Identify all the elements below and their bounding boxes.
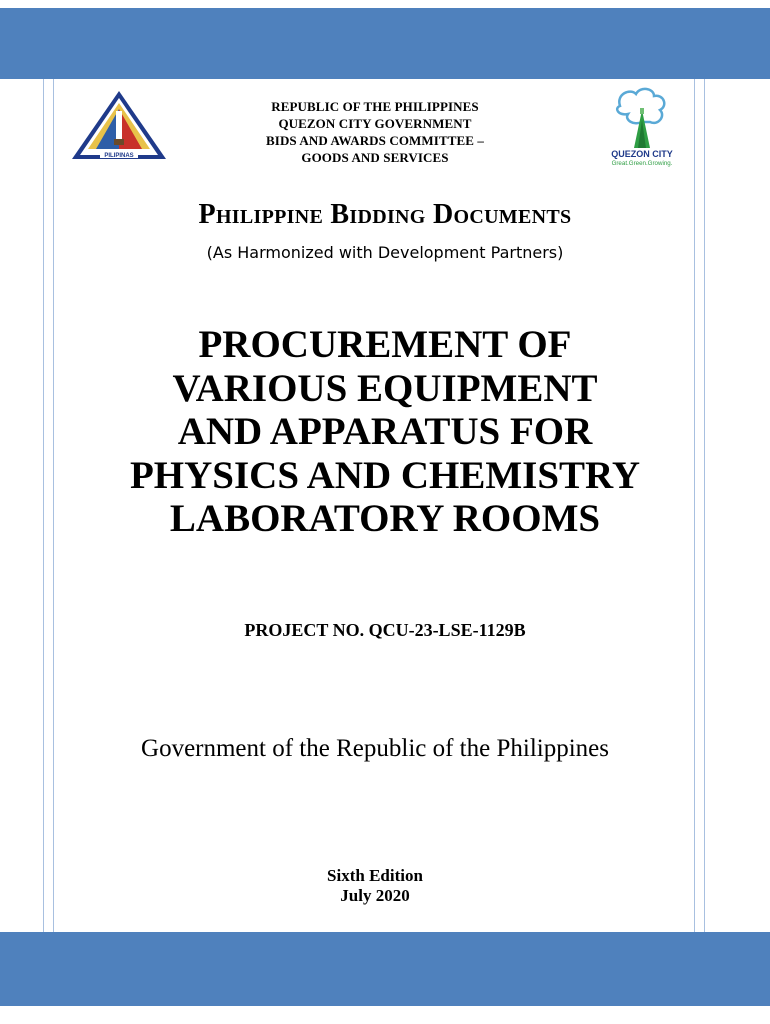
procurement-title-line: PHYSICS AND CHEMISTRY — [129, 453, 641, 497]
edition-block — [0, 866, 750, 906]
procurement-title-line: LABORATORY ROOMS — [169, 497, 601, 540]
bottom-blue-band — [0, 932, 770, 1006]
header-line-1: REPUBLIC OF THE PHILIPPINES — [271, 99, 479, 114]
edition-date: July 2020 — [340, 886, 410, 905]
procurement-title-line: VARIOUS EQUIPMENT — [172, 366, 598, 410]
top-blue-band — [0, 8, 770, 79]
document-title: Philippine Bidding Documents — [198, 199, 572, 230]
issuer-header — [200, 98, 550, 166]
brand-name-text: QUEZON CITY — [611, 149, 673, 159]
government-line: Government of the Republic of the Philippines — [141, 735, 609, 762]
document-subtitle: (As Harmonized with Development Partners) — [206, 243, 564, 262]
procurement-title-line: PROCUREMENT OF — [198, 323, 572, 366]
procurement-title — [60, 323, 710, 541]
project-number: PROJECT NO. QCU-23-LSE-1129B — [244, 620, 526, 640]
quezon-city-brand-icon — [598, 86, 686, 168]
procurement-title-line: AND APPARATUS FOR — [177, 410, 593, 453]
edition-text: Sixth Edition — [327, 866, 423, 885]
brand-tagline-text: Great.Green.Growing. — [611, 160, 673, 167]
quezon-city-seal-icon — [70, 89, 168, 162]
seal-ring-bottom-text: PILIPINAS — [104, 153, 134, 159]
header-line-4: GOODS AND SERVICES — [301, 150, 449, 165]
header-line-2: QUEZON CITY GOVERNMENT — [278, 116, 472, 131]
header-line-3: BIDS AND AWARDS COMMITTEE – — [266, 133, 484, 148]
